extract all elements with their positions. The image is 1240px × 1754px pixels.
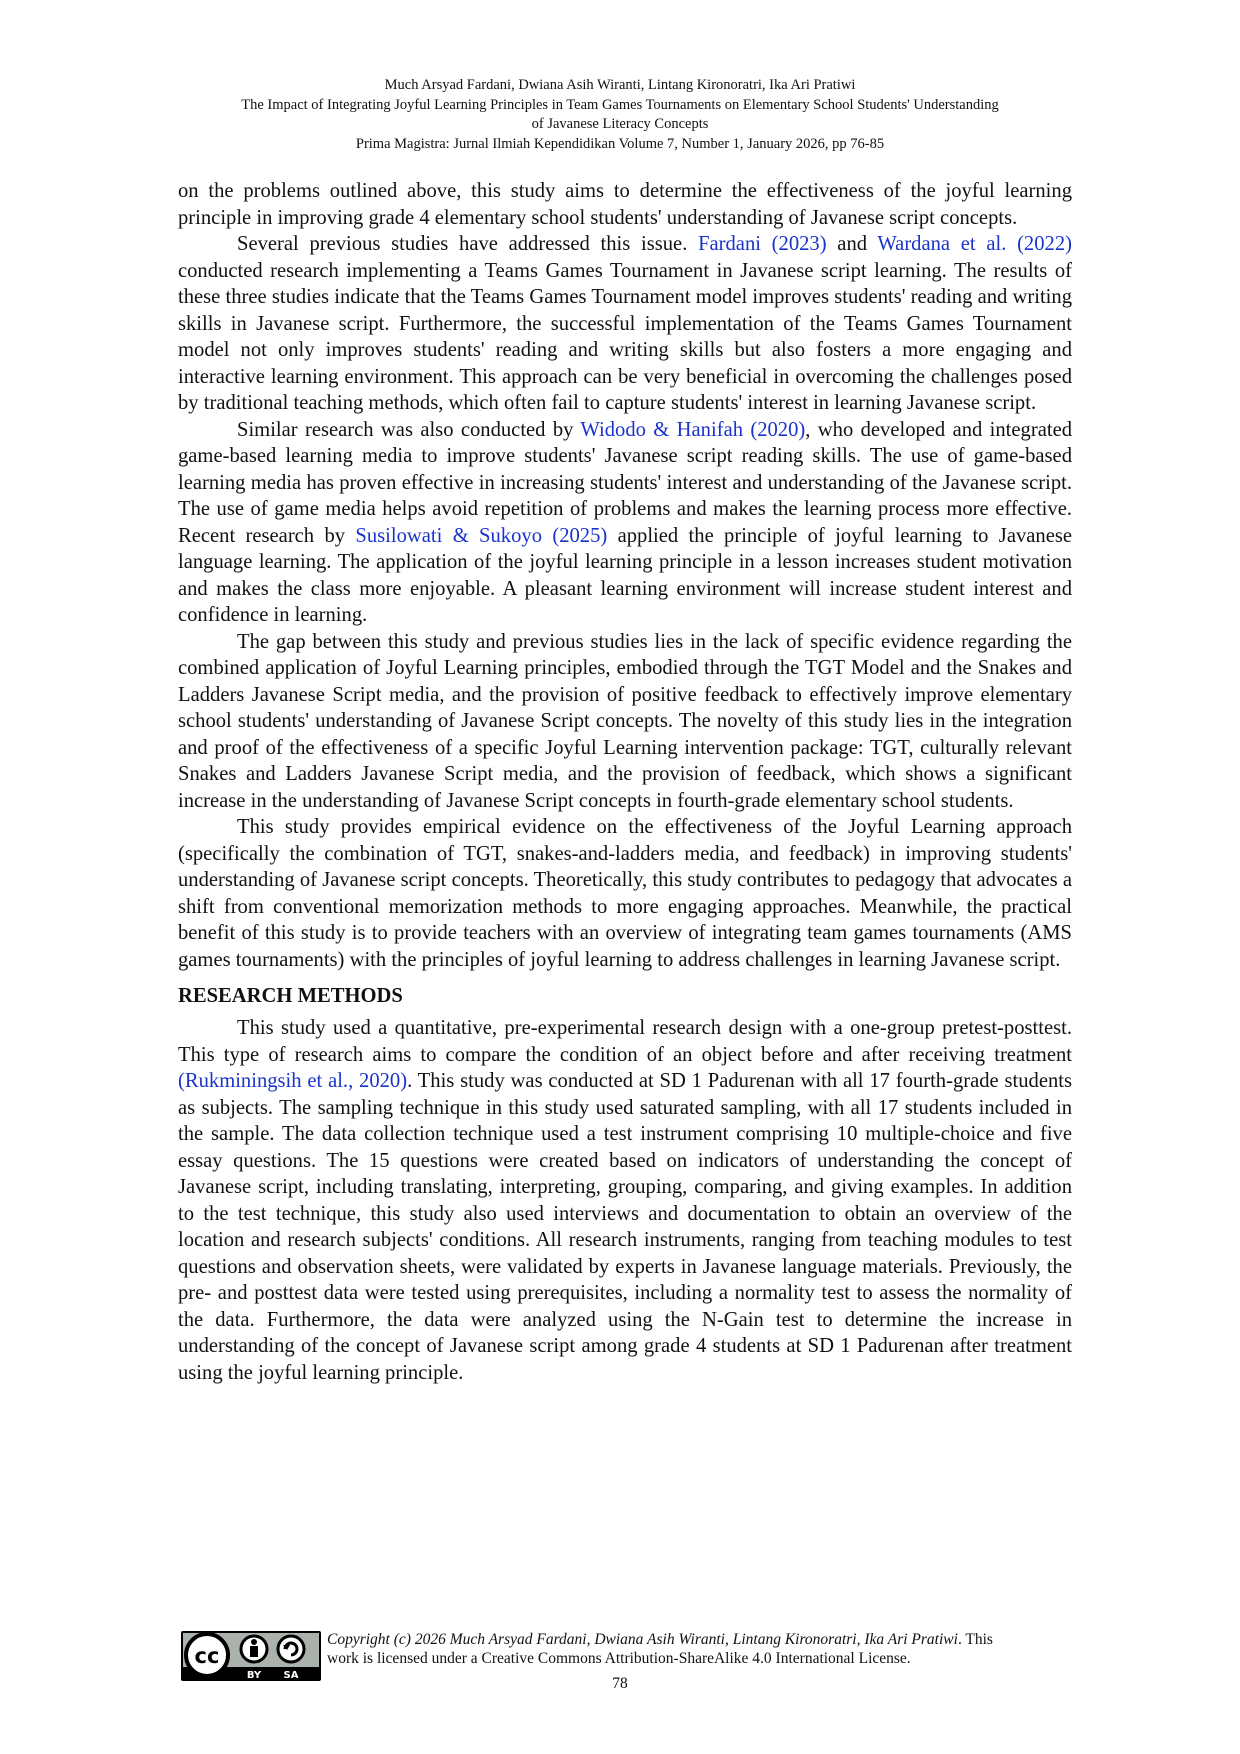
paragraph-3-text-b: , who developed and integrated game-based learning media to improve students' Javanese script reading skills. The use of game-based learning media has proven effective in increasing students' interest and understanding of the Javanese script. The use of game media helps avoid repetition of problems and makes the learning process more effective. Recent research by [178, 418, 1073, 547]
paragraph-1: on the problems outlined above, this study aims to determine the effectiveness of the joyful learning principle in improving grade 4 elementary school students' understanding of Javanese script concepts. [178, 180, 1072, 229]
citation-rukminingsih-2020[interactable]: (Rukminingsih et al., 2020) [178, 1070, 408, 1092]
paragraph-4: The gap between this study and previous studies lies in the lack of specific evidence regarding the combined application of Joyful Learning principles, embodied through the TGT Model and the Snakes and Ladders Javanese Script media, and the provision of positive feedback to effectively improve elementary school students' understanding of Javanese Script concepts. The novelty of this study lies in the integration and proof of the effectiveness of a specific Joyful Learning intervention package: TGT, culturally relevant Snakes and Ladders Javanese Script media, and the provision of feedback, which shows a significant increase in the understanding of Javanese Script concepts in fourth-grade elementary school students. [178, 630, 1072, 812]
copyright-notice: Copyright (c) 2026 Much Arsyad Fardani, Dwiana Asih Wiranti, Lintang Kironoratri, Ika Ari Pratiwi [327, 1631, 958, 1648]
body-text [178, 178, 1072, 1386]
citation-wardana-2022[interactable]: Wardana et al. (2022) [877, 233, 1072, 255]
paragraph-2-text-c: conducted research implementing a Teams Games Tournament in Javanese script learning. The results of these three studies indicate that the Teams Games Tournament model improves students' reading and writing skills in Javanese script. Furthermore, the successful implementation of the Teams Games Tournament model not only improves students' reading and writing skills but also fosters a more engaging and interactive learning environment. This approach can be very beneficial in overcoming the challenges posed by traditional teaching methods, which often fail to capture students' interest in learning Javanese script. [178, 259, 1072, 414]
section-heading-research-methods: RESEARCH METHODS [178, 985, 403, 1007]
header-title-line1: The Impact of Integrating Joyful Learning Principles in Team Games Tournaments on Elementary School Students' Understanding [241, 96, 999, 113]
license-text-a: . This [957, 1631, 993, 1648]
running-header [150, 76, 1090, 154]
cc-sa-label: SA [283, 1670, 299, 1681]
header-journal: Prima Magistra: Jurnal Ilmiah Kependidikan Volume 7, Number 1, January 2026, pp 76-85 [355, 135, 885, 152]
paragraph-6-text-b: . This study was conducted at SD 1 Padurenan with all 17 fourth-grade students as subjects. The sampling technique in this study used saturated sampling, with all 17 students included in the sample. The data collection technique used a test instrument comprising 10 multiple-choice and five essay questions. The 15 questions were created based on indicators of understanding the concept of Javanese script, including translating, interpreting, grouping, comparing, and giving examples. In addition to the test technique, this study also used interviews and documentation to obtain an overview of the location and research subjects' conditions. All research instruments, ranging from teaching modules to test questions and observation sheets, were validated by experts in Javanese language materials. Previously, the pre- and posttest data were tested using prerequisites, including a normality test to assess the normality of the data. Furthermore, the data were analyzed using the N-Gain test to determine the increase in understanding of the concept of Javanese script among grade 4 students at SD 1 Padurenan after treatment using the joyful learning principle. [178, 1070, 1072, 1384]
paragraph-2 [178, 231, 1072, 417]
paragraph-3-text-c: applied the principle of joyful learning to Javanese language learning. The application of the joyful learning principle in a lesson increases student motivation and makes the class more enjoyable. A pleasant learning environment will increase student interest and confidence in learning. [178, 524, 1072, 626]
paragraph-3 [178, 417, 1072, 629]
citation-fardani-2023[interactable]: Fardani (2023) [698, 233, 827, 255]
paragraph-2-text-b: and [826, 233, 878, 255]
cc-by-label: BY [246, 1670, 262, 1681]
paragraph-5: This study provides empirical evidence on the effectiveness of the Joyful Learning approach (specifically the combination of TGT, snakes-and-ladders media, and feedback) in improving students' understanding of Javanese script concepts. Theoretically, this study contributes to pedagogy that advocates a shift from conventional memorization methods to more engaging approaches. Meanwhile, the practical benefit of this study is to provide teachers with an overview of integrating team games tournaments (AMS games tournaments) with the principles of joyful learning to address challenges in learning Javanese script. [178, 816, 1072, 971]
citation-widodo-hanifah-2020[interactable]: Widodo & Hanifah (2020) [580, 418, 806, 441]
citation-susilowati-sukoyo-2025[interactable]: Susilowati & Sukoyo (2025) [355, 524, 608, 547]
license-text-b[interactable]: work is licensed under a Creative Commons Attribution-ShareAlike 4.0 International License. [327, 1650, 911, 1667]
header-title-line2: of Javanese Literacy Concepts [531, 116, 709, 132]
paragraph-6-text-a: This study used a quantitative, pre-experimental research design with a one-group pretest-posttest. This type of research aims to compare the condition of an object before and after receiving treatment [178, 1017, 1072, 1066]
header-authors: Much Arsyad Fardani, Dwiana Asih Wiranti, Lintang Kironoratri, Ika Ari Pratiwi [384, 77, 856, 93]
paragraph-2-text-a: Several previous studies have addressed this issue. [237, 233, 699, 255]
svg-text:cc: cc [194, 1644, 220, 1668]
paragraph-6 [178, 1015, 1072, 1386]
license-text [327, 1630, 1081, 1668]
paragraph-3-text-a: Similar research was also conducted by [237, 418, 581, 441]
page-number: 78 [612, 1675, 628, 1692]
